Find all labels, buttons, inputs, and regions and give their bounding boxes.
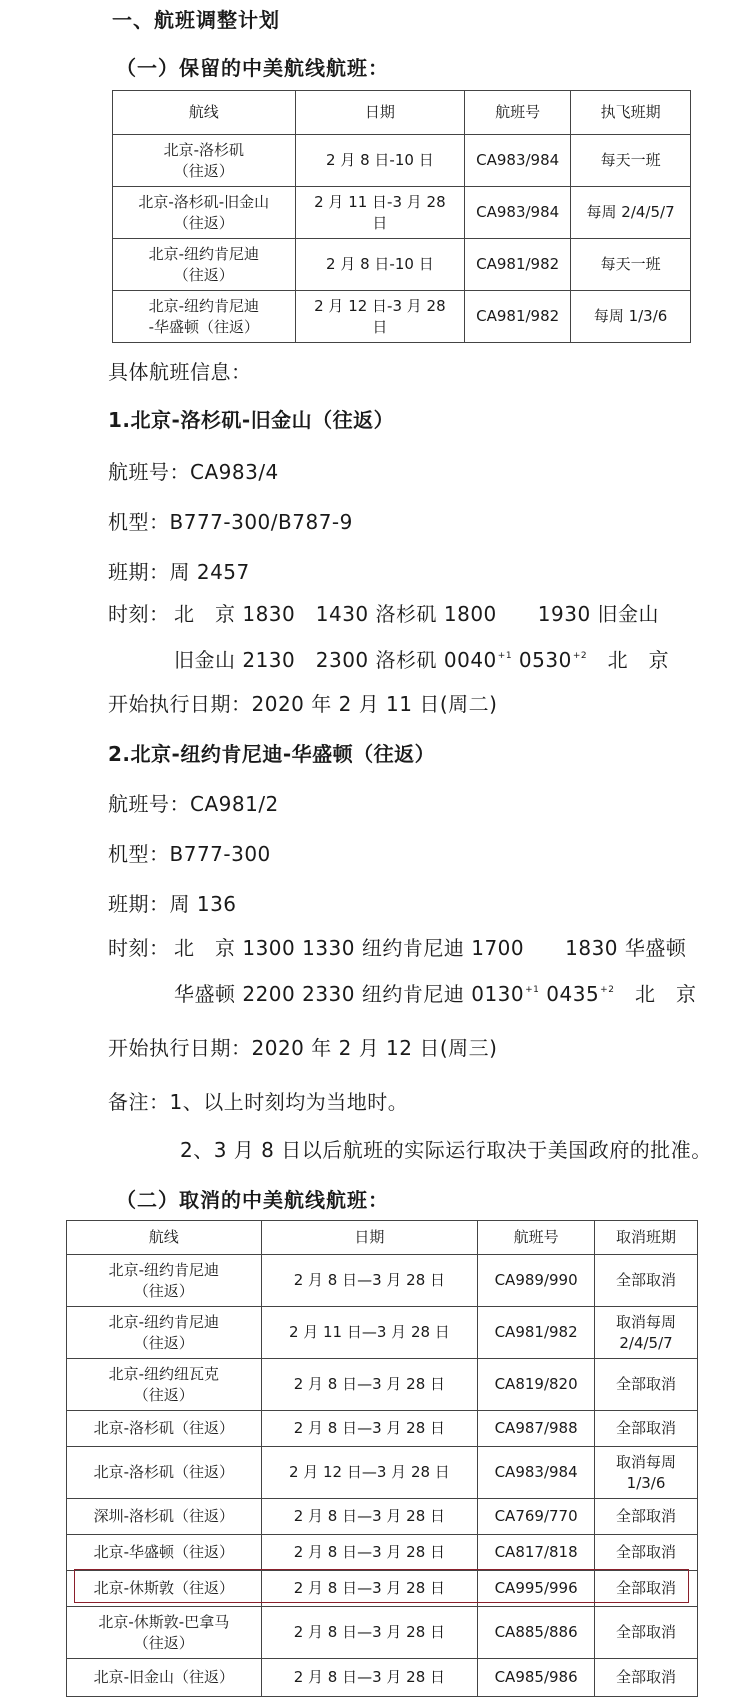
date-cell: 2 月 11 日—3 月 28 日 <box>261 1307 478 1359</box>
cancel-cell: 全部取消 <box>595 1359 698 1411</box>
route-cell: 北京-旧金山（往返） <box>67 1659 262 1697</box>
date-cell: 2 月 8 日—3 月 28 日 <box>261 1255 478 1307</box>
day-offset: +2 <box>572 651 588 661</box>
table-row <box>67 1307 698 1359</box>
flight2-aircraft: 机型：B777-300 <box>108 842 271 866</box>
header-cell: 航线 <box>67 1221 262 1255</box>
route-cell: 北京-休斯敦（往返） <box>67 1571 262 1607</box>
table-row <box>113 187 691 239</box>
day-offset: +1 <box>525 985 540 995</box>
date-cell: 2 月 8 日-10 日 <box>295 135 465 187</box>
times-text: 0435 <box>546 982 600 1006</box>
table-row <box>67 1607 698 1659</box>
flight2-start-date: 开始执行日期：2020 年 2 月 12 日(周三) <box>108 1036 498 1060</box>
cancel-cell: 全部取消 <box>595 1255 698 1307</box>
flight2-schedule: 班期：周 136 <box>108 892 237 916</box>
flight-no-cell: CA985/986 <box>478 1659 595 1697</box>
cancel-cell: 全部取消 <box>595 1571 698 1607</box>
flight1-aircraft: 机型：B777-300/B787-9 <box>108 510 353 534</box>
table-row <box>113 239 691 291</box>
schedule-cell: 每周 1/3/6 <box>571 291 691 343</box>
route-cell: 北京-纽约肯尼迪 （往返） <box>67 1255 262 1307</box>
route-cell: 北京-纽约肯尼迪 -华盛顿（往返） <box>113 291 296 343</box>
flight1-schedule: 班期：周 2457 <box>108 560 250 584</box>
header-cell: 日期 <box>295 91 465 135</box>
route-cell: 北京-洛杉矶（往返） <box>67 1447 262 1499</box>
flight2-times-label: 时刻： <box>108 936 170 960</box>
subsection-title-cancelled: （二）取消的中美航线航班： <box>116 1188 389 1212</box>
date-cell: 2 月 8 日—3 月 28 日 <box>261 1411 478 1447</box>
header-cell: 执飞班期 <box>571 91 691 135</box>
table-row <box>113 291 691 343</box>
route-cell: 北京-洛杉矶 （往返） <box>113 135 296 187</box>
day-offset: +2 <box>600 985 615 995</box>
flight1-flight-no: 航班号：CA983/4 <box>108 460 279 484</box>
flight-no-cell: CA885/886 <box>478 1607 595 1659</box>
flight1-times-line2 <box>174 644 669 673</box>
date-cell: 2 月 8 日—3 月 28 日 <box>261 1607 478 1659</box>
table-row <box>67 1535 698 1571</box>
header-cell: 航线 <box>113 91 296 135</box>
schedule-cell: 每天一班 <box>571 135 691 187</box>
cancel-cell: 全部取消 <box>595 1499 698 1535</box>
times-text: 旧金山 2130 2300 洛杉矶 0040 <box>174 648 497 672</box>
flight1-times-line1: 北 京 1830 1430 洛杉矶 1800 1930 旧金山 <box>174 602 660 626</box>
cancel-cell: 全部取消 <box>595 1535 698 1571</box>
flight1-title: 1.北京-洛杉矶-旧金山（往返） <box>108 408 395 432</box>
route-cell: 北京-华盛顿（往返） <box>67 1535 262 1571</box>
flight-no-cell: CA769/770 <box>478 1499 595 1535</box>
day-offset: +1 <box>497 651 513 661</box>
table-row <box>67 1359 698 1411</box>
table-row <box>67 1499 698 1535</box>
flight2-times-line1: 北 京 1300 1330 纽约肯尼迪 1700 1830 华盛顿 <box>174 936 687 960</box>
header-cell: 日期 <box>261 1221 478 1255</box>
flight-no-cell: CA983/984 <box>465 135 571 187</box>
retained-flights-table <box>112 90 691 343</box>
table-row <box>113 135 691 187</box>
highlight-box <box>74 1569 689 1603</box>
table-row <box>67 1411 698 1447</box>
flight-no-cell: CA987/988 <box>478 1411 595 1447</box>
cancel-cell: 全部取消 <box>595 1411 698 1447</box>
table-row <box>67 1447 698 1499</box>
table-row <box>67 1659 698 1697</box>
flight-no-cell: CA983/984 <box>465 187 571 239</box>
date-cell: 2 月 8 日—3 月 28 日 <box>261 1535 478 1571</box>
note-line-1: 备注：1、以上时刻均为当地时。 <box>108 1090 409 1114</box>
flight1-times-label: 时刻： <box>108 602 170 626</box>
date-cell: 2 月 12 日-3 月 28 日 <box>295 291 465 343</box>
route-cell: 北京-洛杉矶-旧金山 （往返） <box>113 187 296 239</box>
header-cell: 航班号 <box>465 91 571 135</box>
route-cell: 深圳-洛杉矶（往返） <box>67 1499 262 1535</box>
section-title: 一、航班调整计划 <box>112 8 280 32</box>
detail-intro: 具体航班信息： <box>108 360 252 384</box>
flight-no-cell: CA995/996 <box>478 1571 595 1607</box>
flight-no-cell: CA981/982 <box>465 239 571 291</box>
route-cell: 北京-纽约纽瓦克 （往返） <box>67 1359 262 1411</box>
date-cell: 2 月 8 日—3 月 28 日 <box>261 1571 478 1607</box>
flight-no-cell: CA981/982 <box>465 291 571 343</box>
flight-no-cell: CA989/990 <box>478 1255 595 1307</box>
times-text: 0530 <box>518 648 572 672</box>
table-row <box>67 1255 698 1307</box>
times-text: 北 京 <box>607 648 670 672</box>
route-cell: 北京-休斯敦-巴拿马 （往返） <box>67 1607 262 1659</box>
table-header-row <box>113 91 691 135</box>
table-header-row <box>67 1221 698 1255</box>
date-cell: 2 月 8 日—3 月 28 日 <box>261 1499 478 1535</box>
flight2-times-line2 <box>174 978 696 1007</box>
header-cell: 航班号 <box>478 1221 595 1255</box>
route-cell: 北京-洛杉矶（往返） <box>67 1411 262 1447</box>
date-cell: 2 月 8 日—3 月 28 日 <box>261 1359 478 1411</box>
times-text: 北 京 <box>634 982 697 1006</box>
flight-no-cell: CA981/982 <box>478 1307 595 1359</box>
flight2-flight-no: 航班号：CA981/2 <box>108 792 279 816</box>
schedule-cell: 每周 2/4/5/7 <box>571 187 691 239</box>
flight-no-cell: CA983/984 <box>478 1447 595 1499</box>
date-cell: 2 月 8 日—3 月 28 日 <box>261 1659 478 1697</box>
date-cell: 2 月 12 日—3 月 28 日 <box>261 1447 478 1499</box>
date-cell: 2 月 11 日-3 月 28 日 <box>295 187 465 239</box>
cancel-cell: 取消每周 2/4/5/7 <box>595 1307 698 1359</box>
subsection-title-retained: （一）保留的中美航线航班： <box>116 56 389 80</box>
header-cell: 取消班期 <box>595 1221 698 1255</box>
flight2-title: 2.北京-纽约肯尼迪-华盛顿（往返） <box>108 742 436 766</box>
cancel-cell: 取消每周 1/3/6 <box>595 1447 698 1499</box>
schedule-cell: 每天一班 <box>571 239 691 291</box>
route-cell: 北京-纽约肯尼迪 （往返） <box>113 239 296 291</box>
cancelled-flights-table <box>66 1220 698 1697</box>
flight-no-cell: CA819/820 <box>478 1359 595 1411</box>
note-line-2: 2、3 月 8 日以后航班的实际运行取决于美国政府的批准。 <box>180 1138 712 1162</box>
route-cell: 北京-纽约肯尼迪 （往返） <box>67 1307 262 1359</box>
date-cell: 2 月 8 日-10 日 <box>295 239 465 291</box>
cancel-cell: 全部取消 <box>595 1659 698 1697</box>
flight1-start-date: 开始执行日期：2020 年 2 月 11 日(周二) <box>108 692 498 716</box>
times-text: 华盛顿 2200 2330 纽约肯尼迪 0130 <box>174 982 525 1006</box>
flight-no-cell: CA817/818 <box>478 1535 595 1571</box>
cancel-cell: 全部取消 <box>595 1607 698 1659</box>
